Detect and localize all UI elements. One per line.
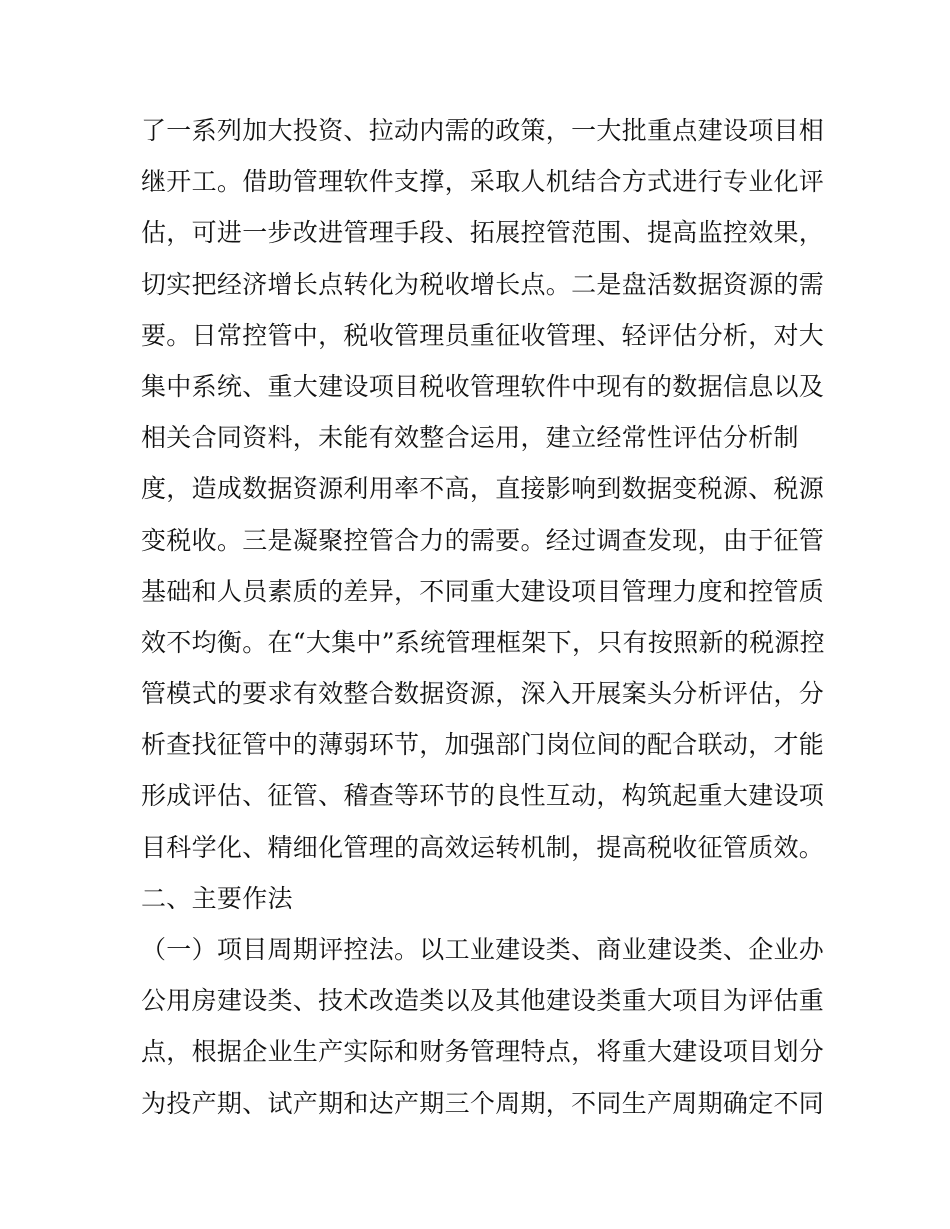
text-line: 估，可进一步改进管理手段、拓展控管范围、提高监控效果，	[141, 218, 825, 248]
text-line: 析查找征管中的薄弱环节，加强部门岗位间的配合联动，才能	[141, 730, 825, 760]
text-line: （一）项目周期评控法。以工业建设类、商业建设类、企业办	[141, 935, 825, 964]
text-line: 管模式的要求有效整合数据资源，深入开展案头分析评估，分	[141, 679, 825, 709]
text-line: 点，根据企业生产实际和财务管理特点，将重大建设项目划分	[141, 1037, 825, 1067]
text-line: 相关合同资料，未能有效整合运用，建立经常性评估分析制	[141, 423, 799, 453]
section-heading: 二、主要作法	[141, 883, 293, 913]
document-body	[141, 105, 825, 1129]
text-line: 为投产期、试产期和达产期三个周期，不同生产周期确定不同	[141, 1088, 825, 1118]
text-line: 要。日常控管中，税收管理员重征收管理、轻评估分析，对大	[141, 320, 825, 350]
text-line: 目科学化、精细化管理的高效运转机制，提高税收征管质效。	[141, 832, 825, 862]
text-line: 基础和人员素质的差异，不同重大建设项目管理力度和控管质	[141, 576, 825, 606]
text-line: 公用房建设类、技术改造类以及其他建设类重大项目为评估重	[141, 986, 825, 1016]
text-line: 度，造成数据资源利用率不高，直接影响到数据变税源、税源	[141, 474, 825, 504]
text-line: 变税收。三是凝聚控管合力的需要。经过调查发现，由于征管	[141, 525, 825, 555]
text-line: 了一系列加大投资、拉动内需的政策，一大批重点建设项目相	[141, 116, 825, 145]
text-line: 形成评估、征管、稽查等环节的良性互动，构筑起重大建设项	[141, 781, 825, 811]
text-line: 继开工。借助管理软件支撑，采取人机结合方式进行专业化评	[141, 167, 825, 197]
text-line: 集中系统、重大建设项目税收管理软件中现有的数据信息以及	[141, 371, 825, 401]
text-line: 切实把经济增长点转化为税收增长点。二是盘活数据资源的需	[141, 269, 825, 299]
text-line: 效不均衡。在“大集中”系统管理框架下，只有按照新的税源控	[141, 627, 825, 657]
